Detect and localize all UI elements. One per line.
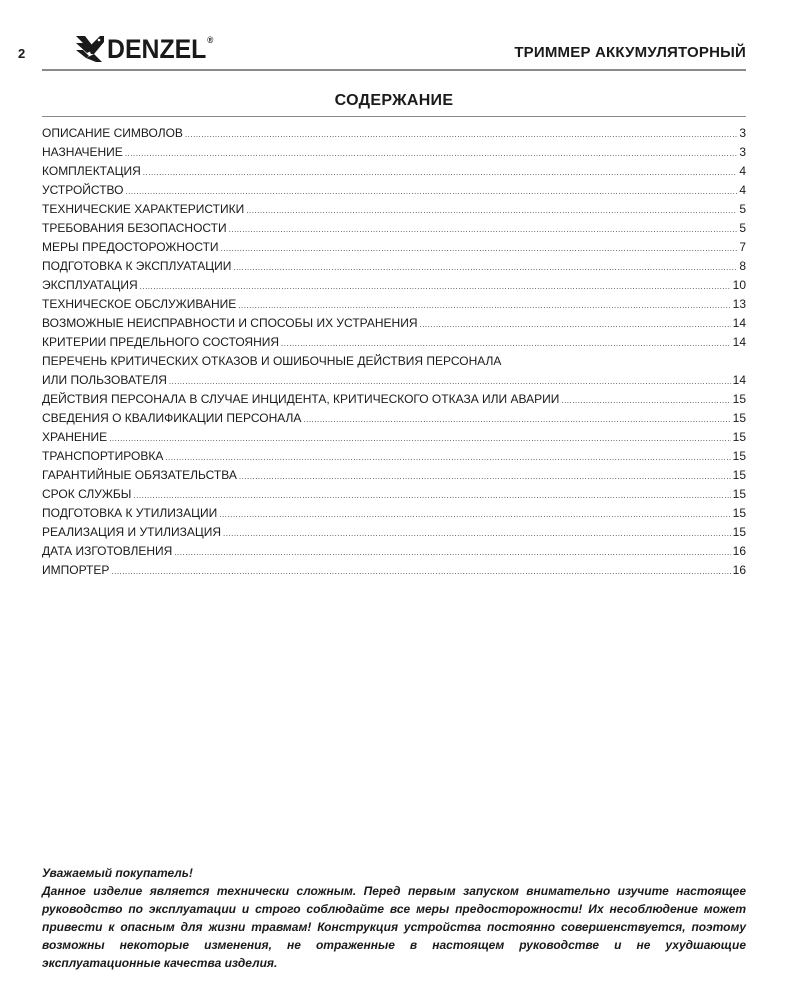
toc-dot-leader [143,163,738,182]
notice-greeting: Уважаемый покупатель! [42,866,193,880]
toc-entry[interactable] [42,314,746,333]
toc-entry-label: ИМПОРТЕР [42,563,110,577]
toc-dot-leader [233,258,737,277]
toc-entry[interactable] [42,447,746,466]
toc-entry-row [42,333,746,352]
toc-entry-row [42,390,746,409]
toc-dot-leader [246,201,737,220]
toc-entry[interactable] [42,276,746,295]
toc-entry-row [42,200,746,219]
toc-entry-page: 15 [732,506,746,520]
toc-entry[interactable] [42,143,746,162]
toc-entry-page: 13 [732,297,746,311]
toc-dot-leader [133,486,730,505]
toc-entry[interactable] [42,219,746,238]
toc-dot-leader [109,429,730,448]
toc-dot-leader [125,144,738,163]
toc-entry-row [42,257,746,276]
toc-entry-row [42,219,746,238]
toc-title-divider [42,116,746,117]
customer-notice [42,864,746,972]
toc-dot-leader [125,182,737,201]
page-number: 2 [18,46,26,61]
toc-entry[interactable] [42,409,746,428]
toc-dot-leader [223,524,731,543]
toc-entry-label: ИЛИ ПОЛЬЗОВАТЕЛЯ [42,373,167,387]
toc-title: СОДЕРЖАНИЕ [334,92,454,109]
toc-entry-page: 14 [732,373,746,387]
toc-entry-label: ТРЕБОВАНИЯ БЕЗОПАСНОСТИ [42,221,227,235]
toc-dot-leader [219,505,730,524]
toc-entry-row [42,504,746,523]
toc-entry-label: ТЕХНИЧЕСКИЕ ХАРАКТЕРИСТИКИ [42,202,245,216]
toc-entry-label: ЭКСПЛУАТАЦИЯ [42,278,138,292]
toc-entry-label: ОПИСАНИЕ СИМВОЛОВ [42,126,183,140]
toc-entry-page: 15 [732,487,746,501]
toc-entry-row [42,371,746,390]
table-of-contents [42,124,746,580]
toc-entry-page: 4 [739,183,746,197]
toc-dot-leader [419,315,730,334]
toc-entry-label: ТЕХНИЧЕСКОЕ ОБСЛУЖИВАНИЕ [42,297,237,311]
toc-entry[interactable] [42,542,746,561]
toc-entry[interactable] [42,523,746,542]
brand-name: DENZEL® [107,33,214,64]
toc-dot-leader [303,410,730,429]
toc-dot-leader [238,296,730,315]
toc-entry[interactable] [42,295,746,314]
toc-entry[interactable] [42,485,746,504]
toc-entry[interactable] [42,466,746,485]
toc-entry-label: НАЗНАЧЕНИЕ [42,145,123,159]
toc-entry-label: ПОДГОТОВКА К ЭКСПЛУАТАЦИИ [42,259,232,273]
toc-entry[interactable] [42,561,746,580]
product-title: ТРИММЕР АККУМУЛЯТОРНЫЙ [514,44,746,61]
toc-entry-page: 3 [739,145,746,159]
registered-mark: ® [207,34,214,45]
eagle-emblem-icon [76,34,104,64]
toc-entry[interactable] [42,200,746,219]
toc-dot-leader [111,562,730,581]
toc-entry-row [42,143,746,162]
toc-dot-leader [229,220,738,239]
toc-entry-page: 15 [732,411,746,425]
toc-entry-row [42,561,746,580]
toc-entry-row [42,276,746,295]
brand-logo [76,32,223,66]
notice-body: Данное изделие является технически сложным. Перед первым запуском внимательно изучите настоящее руководство по эксплуатации и строго соблюдайте все меры предосторожности! Их несоблюдение может привести к опасным для жизни травмам! Конструкция устройства постоянно совершенствуется, поэтому возможны некоторые изменения, не отраженные в настоящем руководстве и не ухудшающие эксплуатационные качества изделия. [42,884,746,970]
toc-entry-page: 4 [739,164,746,178]
toc-entry[interactable] [42,257,746,276]
toc-entry-page: 5 [739,221,746,235]
toc-entry-label-line1: ПЕРЕЧЕНЬ КРИТИЧЕСКИХ ОТКАЗОВ И ОШИБОЧНЫЕ ДЕЙСТВИЯ ПЕРСОНАЛА [42,354,502,368]
toc-dot-leader [221,239,738,258]
toc-entry-label: РЕАЛИЗАЦИЯ И УТИЛИЗАЦИЯ [42,525,221,539]
toc-entry-row [42,295,746,314]
toc-entry[interactable] [42,238,746,257]
toc-entry-page: 8 [739,259,746,273]
toc-entry[interactable] [42,162,746,181]
toc-entry-row [42,238,746,257]
toc-dot-leader [561,391,730,410]
toc-entry-page: 15 [732,468,746,482]
toc-entry-label: КОМПЛЕКТАЦИЯ [42,164,141,178]
toc-entry-row [42,124,746,143]
header-divider [42,69,746,71]
toc-entry-row [42,523,746,542]
toc-entry-page: 15 [732,430,746,444]
toc-dot-leader [165,448,730,467]
toc-entry[interactable] [42,124,746,143]
toc-entry[interactable] [42,428,746,447]
toc-entry[interactable] [42,352,746,390]
toc-entry-row [42,409,746,428]
toc-entry-page: 14 [732,335,746,349]
toc-dot-leader [239,467,731,486]
toc-entry-label: ГАРАНТИЙНЫЕ ОБЯЗАТЕЛЬСТВА [42,468,237,482]
toc-entry-page: 15 [732,449,746,463]
toc-entry-page: 16 [732,563,746,577]
toc-entry-label: ТРАНСПОРТИРОВКА [42,449,164,463]
toc-entry-row [42,314,746,333]
toc-entry-page: 15 [732,525,746,539]
toc-entry-label: ХРАНЕНИЕ [42,430,108,444]
toc-entry-page: 16 [732,544,746,558]
toc-dot-leader [140,277,731,296]
toc-entry-page: 15 [732,392,746,406]
toc-entry-row [42,162,746,181]
toc-entry-row [42,485,746,504]
toc-entry-label: МЕРЫ ПРЕДОСТОРОЖНОСТИ [42,240,219,254]
toc-entry-page: 3 [739,126,746,140]
toc-entry-row [42,466,746,485]
toc-dot-leader [174,543,730,562]
toc-entry-label: СВЕДЕНИЯ О КВАЛИФИКАЦИИ ПЕРСОНАЛА [42,411,302,425]
toc-entry-label: КРИТЕРИИ ПРЕДЕЛЬНОГО СОСТОЯНИЯ [42,335,280,349]
toc-dot-leader [169,372,731,391]
toc-dot-leader [281,334,731,353]
toc-dot-leader [185,125,737,144]
toc-entry-page: 7 [739,240,746,254]
toc-entry-label: ПОДГОТОВКА К УТИЛИЗАЦИИ [42,506,218,520]
toc-entry-label: ДЕЙСТВИЯ ПЕРСОНАЛА В СЛУЧАЕ ИНЦИДЕНТА, КРИТИЧЕСКОГО ОТКАЗА ИЛИ АВАРИИ [42,392,560,406]
toc-entry-label: СРОК СЛУЖБЫ [42,487,132,501]
toc-entry[interactable] [42,504,746,523]
toc-entry-label: УСТРОЙСТВО [42,183,124,197]
toc-entry[interactable] [42,181,746,200]
toc-entry-page: 5 [739,202,746,216]
toc-entry[interactable] [42,390,746,409]
toc-entry[interactable] [42,333,746,352]
toc-entry-row [42,542,746,561]
toc-entry-page: 14 [732,316,746,330]
toc-entry-page: 10 [732,278,746,292]
toc-entry-row [42,447,746,466]
toc-entry-label: ДАТА ИЗГОТОВЛЕНИЯ [42,544,173,558]
toc-entry-row [42,181,746,200]
toc-entry-label: ВОЗМОЖНЫЕ НЕИСПРАВНОСТИ И СПОСОБЫ ИХ УСТРАНЕНИЯ [42,316,418,330]
toc-entry-row [42,428,746,447]
